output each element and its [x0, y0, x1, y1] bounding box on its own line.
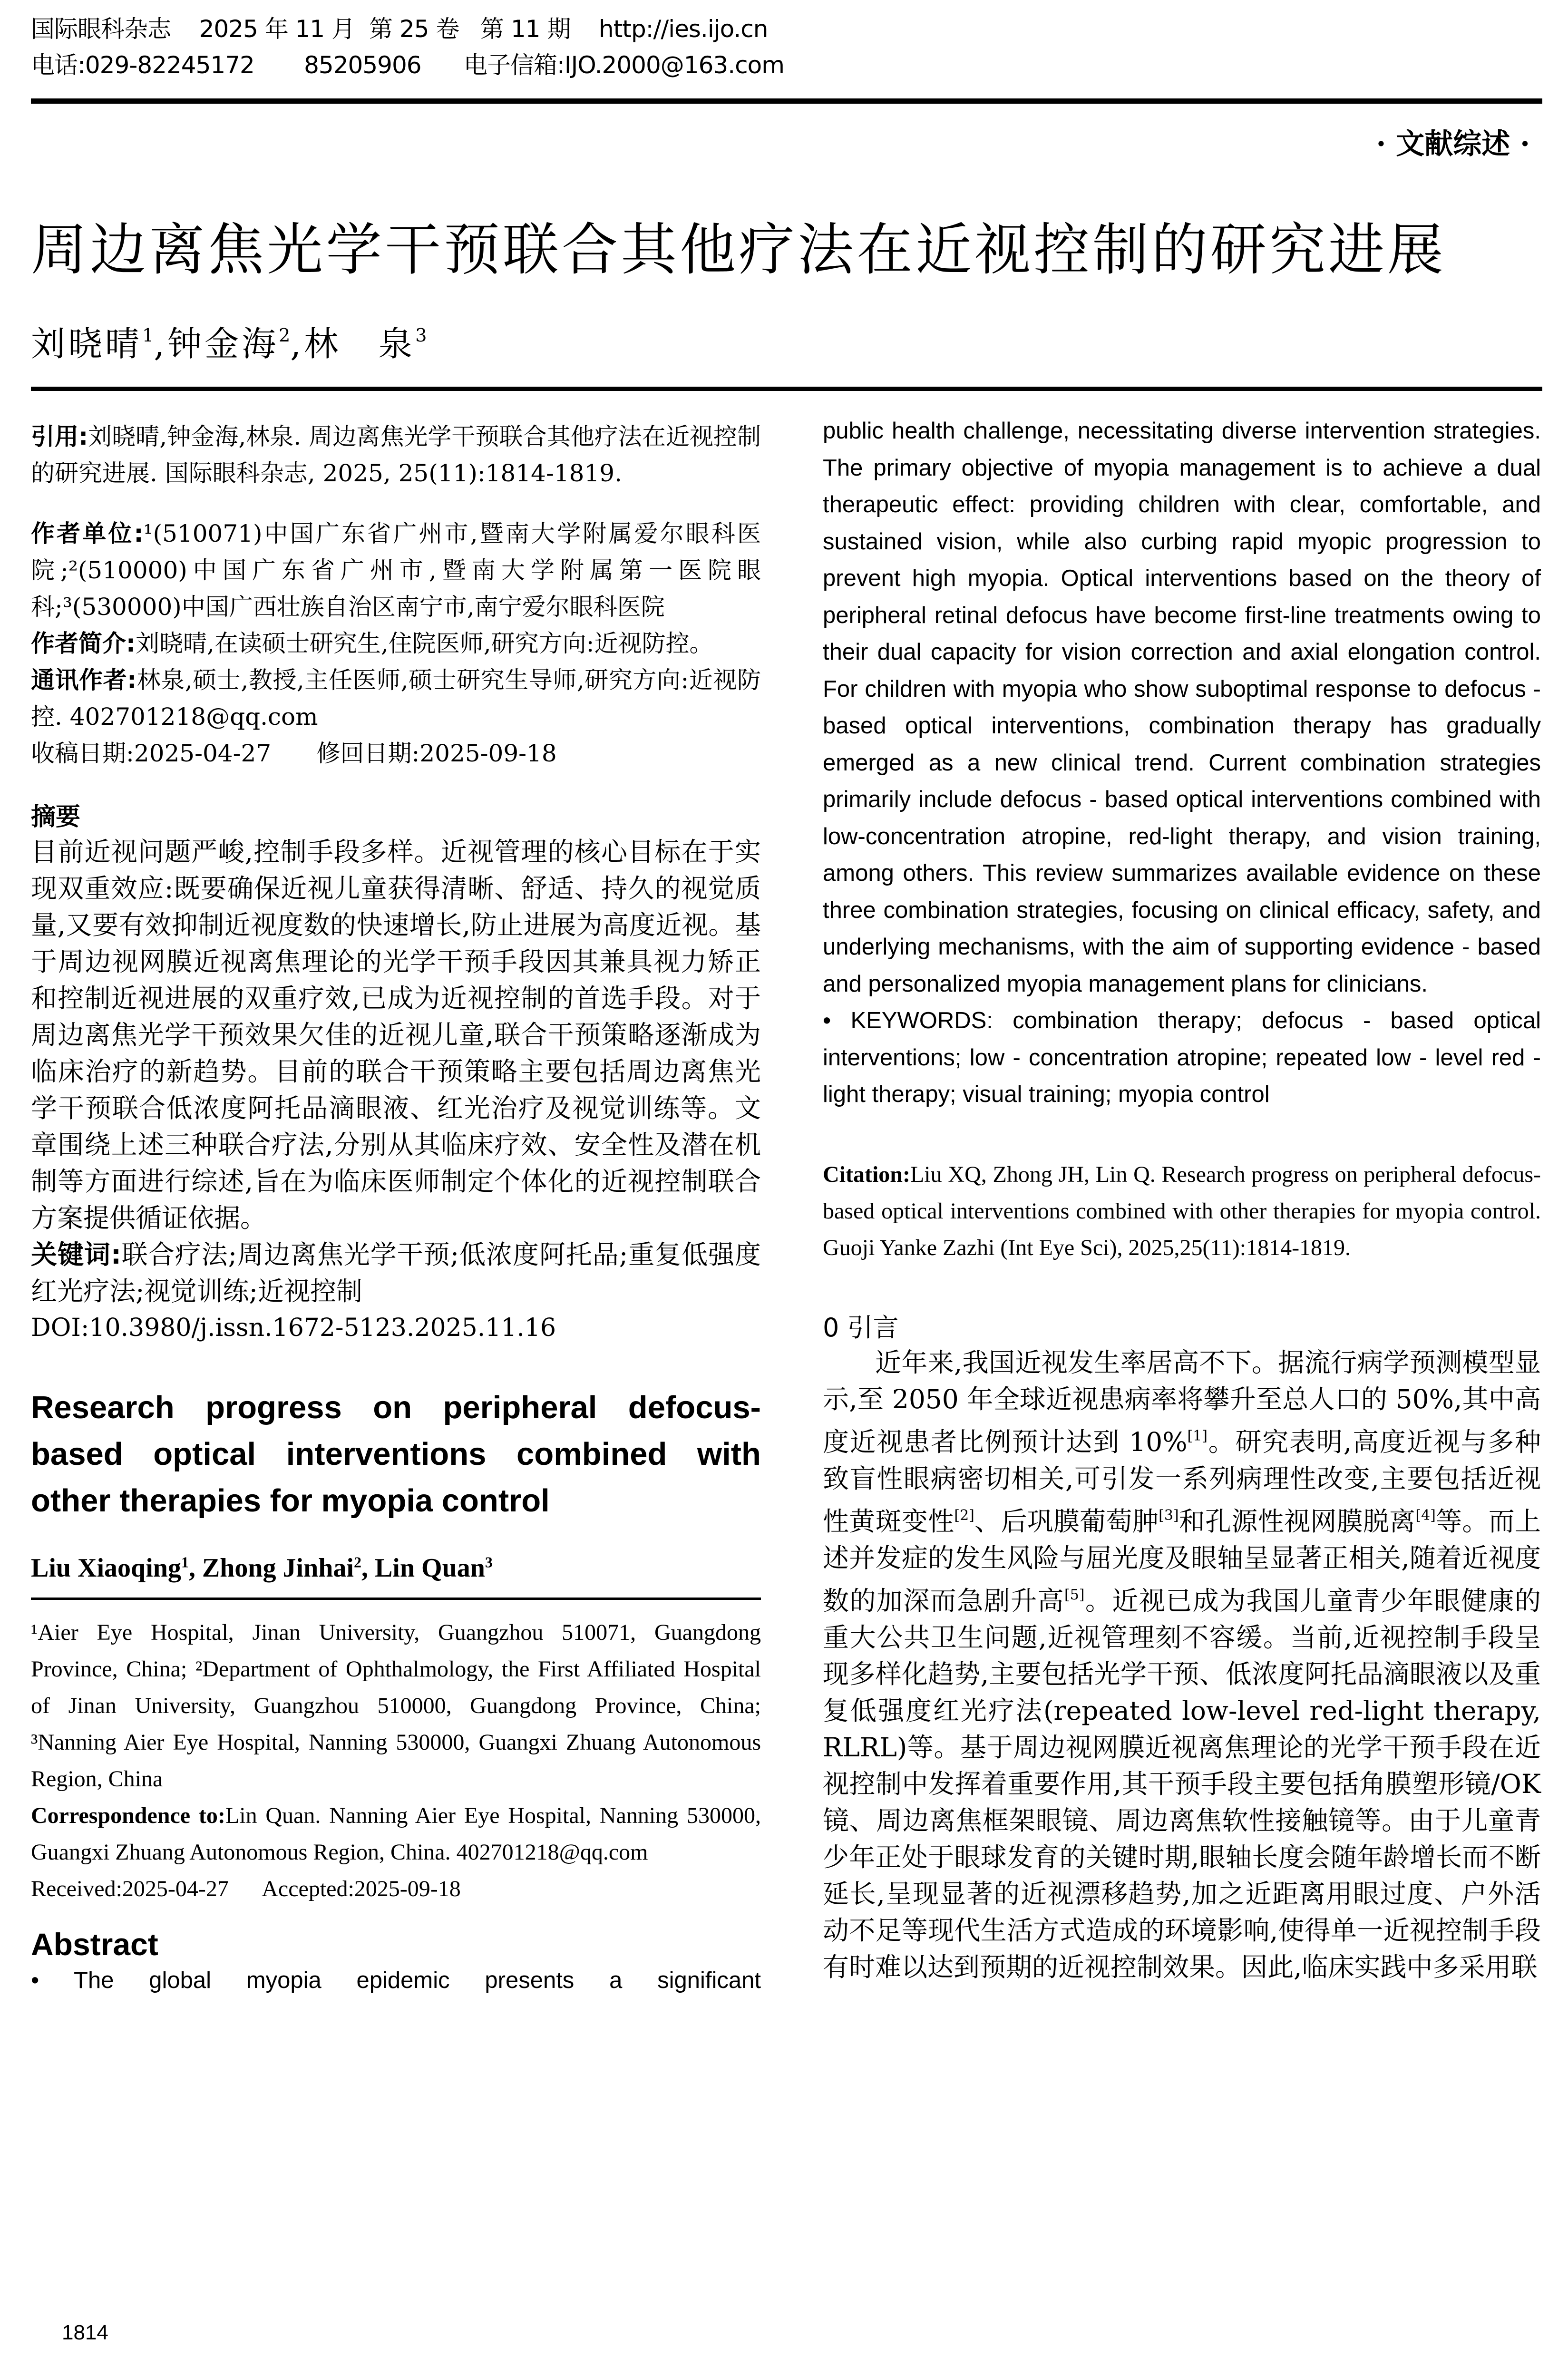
- revised-date: 2025-09-18: [419, 740, 557, 767]
- issue-date: 2025 年 11 月: [199, 15, 355, 43]
- author-name-en: Liu Xiaoqing: [31, 1553, 181, 1583]
- dates-cn: [31, 735, 761, 772]
- journal-name: 国际眼科杂志: [31, 15, 171, 43]
- received-label: 收稿日期:: [31, 740, 134, 767]
- keywords-label: 关键词:: [31, 1239, 121, 1270]
- left-column: [31, 419, 761, 1999]
- phone-2: 85205906: [304, 51, 421, 79]
- abstract-cn-heading: 摘要: [31, 803, 81, 831]
- corr-label: 通讯作者:: [31, 666, 137, 694]
- citation-text: 刘晓晴,钟金海,林泉. 周边离焦光学干预联合其他疗法在近视控制的研究进展. 国际眼科杂志, 2025, 25(11):1814-1819.: [31, 423, 761, 487]
- journal-email[interactable]: IJO.2000@163.com: [564, 51, 784, 79]
- citation-label: 引用:: [31, 423, 88, 450]
- author-affiliation-mark: 1: [142, 325, 154, 346]
- accepted-en-label: Accepted:: [262, 1876, 354, 1901]
- author-affiliation-mark: 1: [181, 1553, 189, 1571]
- abstract-en-continued: public health challenge, necessitating diverse intervention strategies. The primary objective of myopia management is to achieve a dual therapeutic effect: providing children with clear, comfortable, and sustained vision, while also curbing rapid myopic progression to prevent high myopia. Optical interventions based on the theory of peripheral retinal defocus have become first-line treatments owing to their dual capacity for vision correction and axial elongation control. For children with myopia who show suboptimal response to defocus - based optical interventions, combination therapy has gradually emerged as a new clinical trend. Current combination strategies primarily include defocus - based optical interventions combined with low-concentration atropine, red-light therapy, and vision training, among others. This review summarizes available evidence on these three combination strategies, focusing on clinical efficacy, safety, and underlying mechanisms, with the aim of supporting evidence - based and personalized myopia management plans for clinicians.: [823, 418, 1541, 997]
- author-affiliation-mark: 2: [353, 1553, 361, 1571]
- author-affiliation-mark: 2: [279, 325, 291, 346]
- affiliation-label: 作者单位:: [31, 520, 144, 547]
- citation-en-text: Liu XQ, Zhong JH, Lin Q. Research progress on peripheral defocus-based optical interventions combined with other therapies for myopia control. Guoji Yanke Zazhi (Int Eye Sci), 2025,25(11):1814-1819.: [823, 1161, 1541, 1260]
- citation-en-label: Citation:: [823, 1161, 910, 1187]
- article-title-en: Research progress on peripheral defocus-based optical interventions combined with other therapies for myopia control: [31, 1390, 761, 1519]
- bio-text: 刘晓晴,在读硕士研究生,住院医师,研究方向:近视防控。: [136, 630, 713, 657]
- phone-1: 029-82245172: [85, 51, 254, 79]
- authors-cn: 刘晓晴$^1$,钟金海$^2$,林 泉$^3$: [31, 324, 427, 364]
- intro-text: 近年来,我国近视发生率居高不下。据流行病学预测模型显示,至 2050 年全球近视患病率将攀升至总人口的 50%,其中高度近视患者比例预计达到 10%: [823, 1347, 1541, 1457]
- author-name: 刘晓晴: [31, 324, 143, 364]
- abstract-cn: 目前近视问题严峻,控制手段多样。近视管理的核心目标在于实现双重效应:既要确保近视儿童获得清晰、舒适、持久的视觉质量,又要有效抑制近视度数的快速增长,防止进展为高度近视。基于周边视网膜近视离焦理论的光学干预手段因其兼具视力矫正和控制近视进展的双重疗效,已成为近视控制的首选手段。对于周边离焦光学干预效果欠佳的近视儿童,联合干预策略逐渐成为临床治疗的新趋势。目前的联合干预策略主要包括周边离焦光学干预联合低浓度阿托品滴眼液、红光治疗及视觉训练等。文章围绕上述三种联合疗法,分别从其临床疗效、安全性及潜在机制等方面进行综述,旨在为临床医师制定个体化的近视控制联合方案提供循证依据。: [31, 837, 761, 1233]
- reference-3[interactable]: [3]: [1159, 1507, 1179, 1524]
- author-affiliation-mark: 3: [415, 325, 427, 346]
- right-column: [823, 413, 1541, 1986]
- intro-heading: 0 引言: [823, 1312, 899, 1343]
- reference-5[interactable]: [5]: [1064, 1586, 1085, 1603]
- en-author-rule: [31, 1598, 761, 1600]
- affiliation-text: ¹(510071)中国广东省广州市,暨南大学附属爱尔眼科医院;²(510000)中国广东省广州市,暨南大学附属第一医院眼科;³(530000)中国广西壮族自治区南宁市,南宁爱尔眼科医院: [31, 520, 761, 621]
- received-en-date: 2025-04-27: [122, 1876, 229, 1901]
- issue: 第 11 期: [480, 15, 571, 43]
- correspondence-en: [31, 1797, 761, 1870]
- intro-text: 。近视已成为我国儿童青少年眼健康的重大公共卫生问题,近视管理刻不容缓。当前,近视控制手段呈现多样化趋势,主要包括光学干预、低浓度阿托品滴眼液以及重复低强度红光疗法(repeated low-level red-light therapy, RLRL)等。基于周边视网膜近视离焦理论的光学干预手段在近视控制中发挥着重要作用,其干预手段主要包括角膜塑形镜/OK 镜、周边离焦框架眼镜、周边离焦软性接触镜等。由于儿童青少年正处于眼球发育的关键时期,眼轴长度会随年龄增长而不断延长,呈现显著的近视漂移趋势,加之近距离用眼过度、户外活动不足等现代生活方式造成的环境影响,使得单一近视控制手段有时难以达到预期的近视控制效果。因此,临床实践中多采用联: [823, 1585, 1541, 1982]
- article-title-cn: 周边离焦光学干预联合其他疗法在近视控制的研究进展: [31, 217, 1447, 283]
- intro-text: 、后巩膜葡萄肿: [974, 1506, 1159, 1537]
- citation-cn: [31, 419, 761, 492]
- email-label: 电子信箱:: [463, 51, 565, 79]
- reference-1[interactable]: [1]: [1187, 1427, 1208, 1444]
- bio-label: 作者简介:: [31, 630, 136, 657]
- keywords-en: • KEYWORDS: combination therapy; defocus - based optical interventions; low - concentration atropine; repeated low - level red - light therapy; visual training; myopia control: [823, 1008, 1541, 1107]
- keywords-cn-text: 联合疗法;周边离焦光学干预;低浓度阿托品;重复低强度红光疗法;视觉训练;近视控制: [31, 1239, 761, 1306]
- header-rule: [31, 98, 1542, 104]
- intro-text: 和孔源性视网膜脱离: [1178, 1506, 1416, 1537]
- received-date: 2025-04-27: [134, 740, 272, 767]
- author-bio: [31, 625, 761, 662]
- keywords-cn: [31, 1237, 761, 1310]
- corr-en-label: Correspondence to:: [31, 1803, 225, 1828]
- author-affiliation-mark: 3: [485, 1553, 493, 1571]
- corresponding-author: [31, 662, 761, 735]
- doi[interactable]: DOI:10.3980/j.issn.1672-5123.2025.11.16: [31, 1314, 556, 1342]
- author-name-en: Zhong Jinhai: [202, 1553, 354, 1583]
- authors-en: Liu Xiaoqing$^1$, Zhong Jinhai$^2$, Lin Quan$^3$: [31, 1553, 493, 1583]
- revised-label: 修回日期:: [316, 740, 420, 767]
- author-name: 钟金海: [167, 324, 279, 364]
- title-rule: [31, 387, 1542, 391]
- journal-header-line2: [31, 49, 784, 81]
- phone-label: 电话:: [31, 51, 85, 79]
- intro-text: 等。而上述并发症的发生风险与屈光度及眼轴呈显著正相关,随着近视度数的加深而急剧升高: [823, 1506, 1541, 1616]
- received-en-label: Received:: [31, 1876, 122, 1901]
- journal-url[interactable]: http://ies.ijo.cn: [599, 15, 768, 43]
- reference-2[interactable]: [2]: [954, 1507, 974, 1524]
- abstract-en-start: • The global myopia epidemic presents a significant: [31, 1968, 761, 1993]
- affiliation-cn: [31, 516, 761, 625]
- section-tag: · 文献综述 ·: [1376, 127, 1530, 161]
- corr-text: 林泉,硕士,教授,主任医师,硕士研究生导师,研究方向:近视防控. 402701218@qq.com: [31, 666, 761, 731]
- accepted-en-date: 2025-09-18: [354, 1876, 461, 1901]
- intro-paragraph: [823, 1344, 1541, 1986]
- journal-header-line1: [31, 13, 768, 45]
- citation-en: [823, 1156, 1541, 1266]
- intro-text: 。研究表明,高度近视与多种致盲性眼病密切相关,可引发一系列病理性改变,主要包括近视性黄斑变性: [823, 1426, 1541, 1537]
- reference-4[interactable]: [4]: [1415, 1507, 1436, 1524]
- corr-en-text: Lin Quan. Nanning Aier Eye Hospital, Nanning 530000, Guangxi Zhuang Autonomous Region, China. 402701218@qq.com: [31, 1803, 761, 1865]
- abstract-en-heading: Abstract: [31, 1927, 158, 1962]
- volume: 第 25 卷: [369, 15, 459, 43]
- author-name-en: Lin Quan: [374, 1553, 485, 1583]
- page-number: 1814: [62, 2321, 108, 2344]
- affiliation-en: ¹Aier Eye Hospital, Jinan University, Guangzhou 510071, Guangdong Province, China; ²Department of Ophthalmology, the First Affiliated Hospital of Jinan University, Guangzhou 510000, Guangdong Province, China; ³Nanning Aier Eye Hospital, Nanning 530000, Guangxi Zhuang Autonomous Region, China: [31, 1620, 761, 1792]
- author-name: 林 泉: [304, 324, 416, 364]
- dates-en: [31, 1870, 761, 1907]
